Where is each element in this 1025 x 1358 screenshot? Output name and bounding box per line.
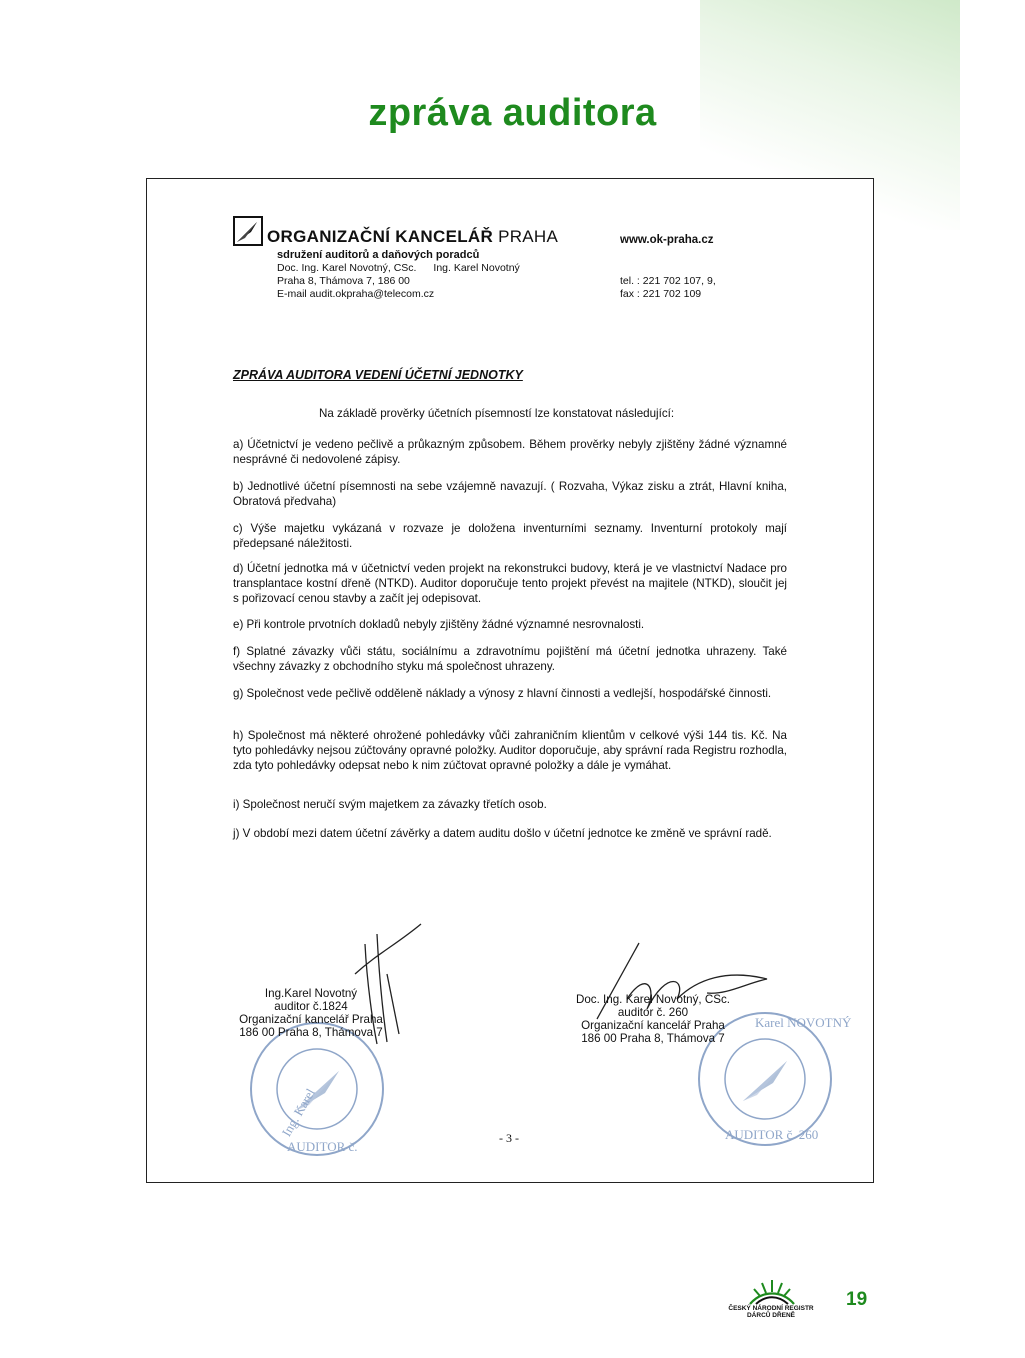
report-item-j: j) V období mezi datem účetní závěrky a datem auditu došlo v účetní jednotce ke změně ve správní radě.: [233, 827, 772, 840]
letterhead-line-1: [277, 262, 520, 274]
letterhead-person-1: Doc. Ing. Karel Novotný, CSc.: [277, 262, 417, 274]
right-signer-auditor: auditor č. 260: [617, 1006, 689, 1019]
registry-logo-line-1: ČESKÝ NÁRODNÍ REGISTR: [728, 1305, 814, 1312]
page-title: zpráva auditora: [368, 92, 657, 134]
registry-logo-text: [718, 1305, 824, 1319]
company-name-city: PRAHA: [498, 227, 559, 246]
left-signer-name: Ing.Karel Novotný: [264, 987, 358, 1000]
company-subtitle: sdružení auditorů a daňových poradců: [277, 249, 480, 261]
svg-text:Ing. Karel: Ing. Karel: [278, 1085, 318, 1139]
report-item-f: f) Splatné závazky vůči státu, sociálnímu a zdravotnímu pojištění má účetní jednotka uhrazeny. Také všechny závazky z obchodního styku má společnost uhrazeny.: [233, 645, 787, 673]
page-number: 19: [846, 1289, 868, 1310]
right-signature-block: [563, 993, 743, 1045]
report-intro: Na základě prověrky účetních písemností lze konstatovat následující:: [319, 407, 675, 420]
letterhead-web: www.ok-praha.cz: [620, 234, 714, 246]
svg-text:AUDITOR č.: AUDITOR č.: [287, 1139, 358, 1154]
report-item-e: e) Při kontrole prvotních dokladů nebyly zjištěny žádné významné nesrovnalosti.: [233, 618, 645, 631]
right-signer-address: 186 00 Praha 8, Thámova 7: [581, 1032, 725, 1045]
report-item-a: a) Účetnictví je vedeno pečlivě a průkazným způsobem. Během prověrky nebyly zjištěny žádné významné nesprávné či nedovolené zápisy.: [233, 438, 787, 466]
right-signer-firm: Organizační kancelář Praha: [581, 1019, 725, 1032]
letterhead-email: E-mail audit.okpraha@telecom.cz: [277, 288, 435, 300]
report-item-d: d) Účetní jednotka má v účetnictví veden projekt na rekonstrukci budovy, která je ve vlastnictví Nadace pro transplantace kostní dřeně (NTKD). Auditor doporučuje tento projekt převést na majitele (NTKD), sloučit jej s pořizovací cenou stavby a začít jej odepisovat.: [233, 562, 787, 605]
right-signer-name: Doc. Ing. Karel Novotný, CSc.: [575, 993, 730, 1006]
left-signature-block: [231, 987, 391, 1039]
left-signer-address: 186 00 Praha 8, Thámova 7: [239, 1026, 383, 1039]
svg-text:Karel NOVOTNÝ: Karel NOVOTNÝ: [755, 1015, 852, 1030]
company-logo-icon: [233, 216, 263, 246]
left-signer-auditor: auditor č.1824: [274, 1000, 348, 1013]
letterhead-tel: tel. : 221 702 107, 9,: [620, 275, 716, 287]
report-item-b: b) Jednotlivé účetní písemnosti na sebe vzájemně navazují. ( Rozvaha, Výkaz zisku a ztrát, Hlavní kniha, Obratová předvaha): [233, 480, 787, 508]
letterhead-address: Praha 8, Thámova 7, 186 00: [277, 275, 410, 287]
registry-logo-line-2: DÁRCŮ DŘENĚ: [746, 1312, 796, 1319]
report-item-h: h) Společnost má některé ohrožené pohledávky vůči zahraničním klientům v celkové výši 144 tis. Kč. Na tyto pohledávky nejsou zúčtovány opravné položky. Auditor doporučuje, aby správní rada Registru rozhodla, zda tyto pohledávky odepsat nebo k nim zúčtovat opravné položky a dále je vymáhat.: [233, 729, 787, 772]
scanned-document: [146, 178, 874, 1183]
scan-page-marker: - 3 -: [499, 1131, 519, 1145]
report-item-i: i) Společnost neručí svým majetkem za závazky třetích osob.: [233, 798, 547, 811]
report-item-c: c) Výše majetku vykázaná v rozvaze je doložena inventurními seznamy. Inventurní protokoly mají předepsané náležitosti.: [233, 522, 787, 550]
company-name: [267, 227, 558, 247]
svg-text:AUDITOR č. 260: AUDITOR č. 260: [725, 1127, 819, 1142]
report-heading: ZPRÁVA AUDITORA VEDENÍ ÚČETNÍ JEDNOTKY: [233, 368, 523, 382]
company-name-bold: ORGANIZAČNÍ KANCELÁŘ: [267, 227, 494, 246]
report-item-g: g) Společnost vede pečlivě odděleně náklady a výnosy z hlavní činnosti a vedlejší, hospodářské činnosti.: [233, 687, 772, 700]
letterhead-fax: fax : 221 702 109: [620, 288, 702, 300]
left-signer-firm: Organizační kancelář Praha: [239, 1013, 383, 1026]
letterhead-person-2: Ing. Karel Novotný: [433, 262, 520, 274]
